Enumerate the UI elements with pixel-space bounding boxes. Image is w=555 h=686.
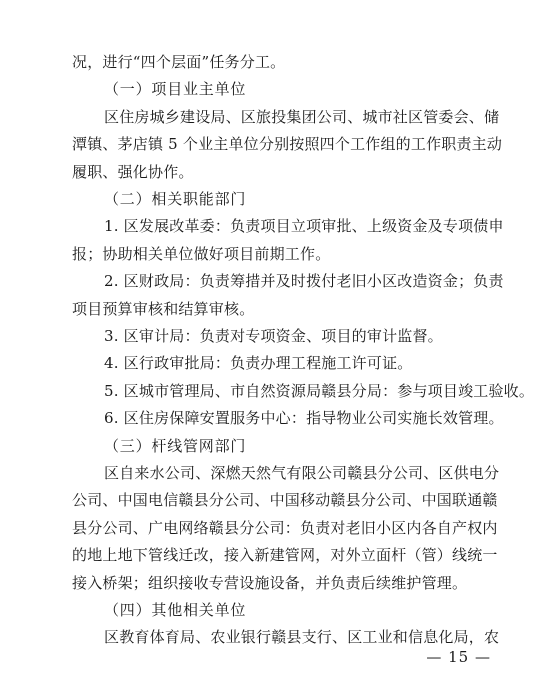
section-heading: （四）其他相关单位 xyxy=(104,601,247,619)
paragraph-line: 报；协助相关单位做好项目前期工作。 xyxy=(72,245,331,263)
paragraph-line: 区自来水公司、深燃天然气有限公司赣县分公司、区供电分 xyxy=(104,464,500,482)
paragraph-line: 接入桥架；组织接收专营设施设备，并负责后续维护管理。 xyxy=(72,574,468,592)
section-heading: （二）相关职能部门 xyxy=(104,190,247,208)
paragraph-line: 1. 区发展改革委：负责项目立项审批、上级资金及专项债申 xyxy=(104,217,504,235)
paragraph-line: 区教育体育局、农业银行赣县支行、区工业和信息化局，农 xyxy=(104,628,500,646)
paragraph-line: 2. 区财政局：负责筹措并及时拨付老旧小区改造资金；负责 xyxy=(104,272,504,290)
section-heading: （三）杆线管网部门 xyxy=(104,437,247,455)
paragraph-line: 的地上地下管线迁改，接入新建管网，对外立面杆（管）线统一 xyxy=(72,546,498,564)
paragraph-line: 3. 区审计局：负责对专项资金、项目的审计监督。 xyxy=(104,327,443,345)
page-number: — 15 — xyxy=(426,648,491,666)
paragraph-line: 潭镇、茅店镇 5 个业主单位分别按照四个工作组的工作职责主动 xyxy=(72,135,503,153)
paragraph-line: 4. 区行政审批局：负责办理工程施工许可证。 xyxy=(104,354,413,372)
paragraph-line: 6. 区住房保障安置服务中心：指导物业公司实施长效管理。 xyxy=(104,409,504,427)
section-heading: （一）项目业主单位 xyxy=(104,80,247,98)
paragraph-line: 公司、中国电信赣县分公司、中国移动赣县分公司、中国联通赣 xyxy=(72,491,498,509)
paragraph-line: 况，进行“四个层面”任务分工。 xyxy=(72,53,286,71)
paragraph-line: 县分公司、广电网络赣县分公司：负责对老旧小区内各自产权内 xyxy=(72,519,498,537)
paragraph-line: 项目预算审核和结算审核。 xyxy=(72,300,255,318)
paragraph-line: 履职、强化协作。 xyxy=(72,163,194,181)
paragraph-line: 5. 区城市管理局、市自然资源局赣县分局：参与项目竣工验收。 xyxy=(104,382,535,400)
paragraph-line: 区住房城乡建设局、区旅投集团公司、城市社区管委会、储 xyxy=(104,108,500,126)
